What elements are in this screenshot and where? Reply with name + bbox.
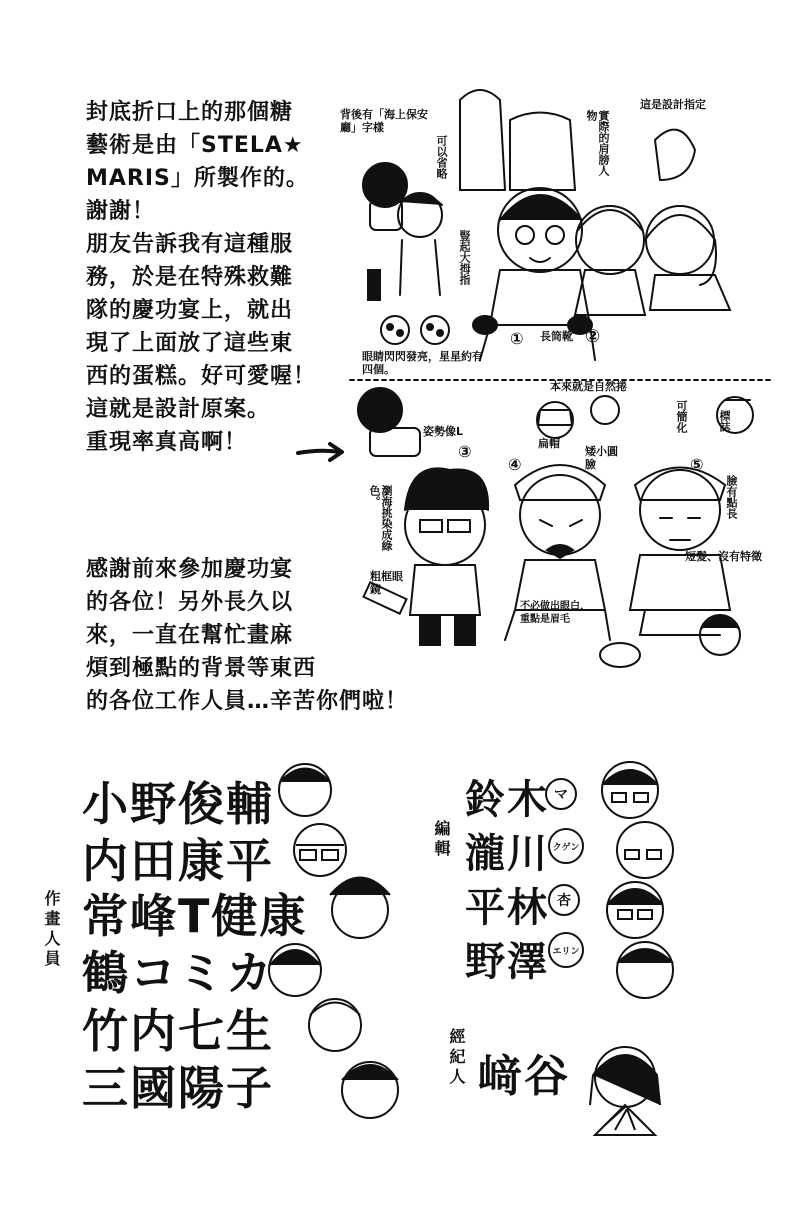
text-line: 務，於是在特殊救難 (86, 265, 294, 290)
staff-name: 鶴コミカ (82, 946, 274, 1000)
note-flat-cap: 扁帽 (538, 437, 560, 450)
text-line: 朋友告訴我有這種服 (86, 232, 294, 257)
staff-name: 常峰T健康 (82, 889, 308, 943)
note-no-whites: 不必做出眼白，重點是眉毛 (520, 601, 590, 625)
text-line: 藝術是由「STELA★ (86, 133, 304, 158)
text-line: 謝謝！ (86, 199, 156, 224)
text-line: 來，一直在幫忙畫麻 (86, 623, 294, 648)
note-eyes: 眼睛閃閃發亮，星星約有四個。 (362, 350, 483, 376)
staff-faces (260, 760, 430, 1140)
note-can-omit: 可以省略 (435, 135, 448, 179)
text-line: 的各位工作人員…辛苦你們啦！ (86, 689, 409, 714)
note-long-face: 臉有點長 (725, 475, 738, 519)
staff-label: 作畫人員 (42, 890, 61, 970)
note-num-2: ② (585, 326, 601, 347)
note-back-text: 背後有「海上保安廳」字樣 (340, 108, 428, 134)
note-thumbs-up: 豎起大拇指 (458, 230, 471, 285)
staff-name: 内田康平 (82, 834, 274, 888)
note-small-round-face: 矮小圓臉 (585, 445, 618, 471)
editor-nickname: エリン (548, 932, 584, 968)
text-line: MARIS」所製作的。 (86, 166, 309, 191)
editors-label: 編輯 (432, 820, 451, 860)
note-natural-curl: 本來就是自然捲 (550, 380, 627, 393)
note-num-3: ③ (458, 442, 472, 461)
text-line: 隊的慶功宴上，就出 (86, 298, 294, 323)
note-short-hair: 短髮、沒有特徵 (685, 550, 762, 563)
note-pose: 姿勢像L (423, 425, 464, 438)
text-line: 現了上面放了這些東 (86, 331, 294, 356)
note-bangs-dyed: 瀏海挑染成綠色。 (368, 485, 393, 551)
arrow-right-icon (296, 440, 346, 464)
editor-faces (590, 755, 700, 1005)
text-line: 感謝前來參加慶功宴 (86, 557, 294, 582)
design-sketch (340, 80, 780, 670)
agent-face (575, 1035, 685, 1145)
note-num-1: ① (510, 329, 524, 348)
note-boots: 長筒靴 (540, 330, 573, 343)
note-num-4: ④ (508, 455, 522, 474)
editor-name: 鈴木 (465, 777, 549, 823)
text-line: 西的蛋糕。好可愛喔！ (86, 364, 317, 389)
note-can-simplify: 可簡化 (675, 400, 688, 433)
text-line: 煩到極點的背景等東西 (86, 656, 317, 681)
staff-name: 竹内七生 (82, 1004, 274, 1058)
editor-nickname: クゲン (548, 828, 584, 864)
note-emblem: 標誌 (718, 410, 731, 432)
note-num-5: ⑤ (690, 455, 704, 474)
text-line: 封底折口上的那個糖 (86, 100, 294, 125)
editor-name: 野澤 (465, 939, 549, 985)
note-design-spec: 這是設計指定 (640, 98, 706, 111)
text-line: 重現率真高啊！ (86, 430, 248, 455)
staff-name: 小野俊輔 (82, 777, 274, 831)
staff-name: 三國陽子 (82, 1061, 274, 1115)
editor-nickname: 杏 (548, 884, 580, 916)
text-line: 這就是設計原案。 (86, 397, 271, 422)
note-shoulder: 實際的肩膀人物 (585, 110, 610, 176)
note-glasses: 粗框眼鏡 (370, 570, 403, 596)
agent-name: 﨑谷 (478, 1051, 570, 1102)
editor-name: 瀧川 (465, 831, 549, 877)
editor-name: 平林 (465, 885, 549, 931)
text-line: 的各位！另外長久以 (86, 590, 294, 615)
agent-label: 經紀人 (447, 1028, 466, 1088)
editor-nickname: マ (545, 778, 577, 810)
